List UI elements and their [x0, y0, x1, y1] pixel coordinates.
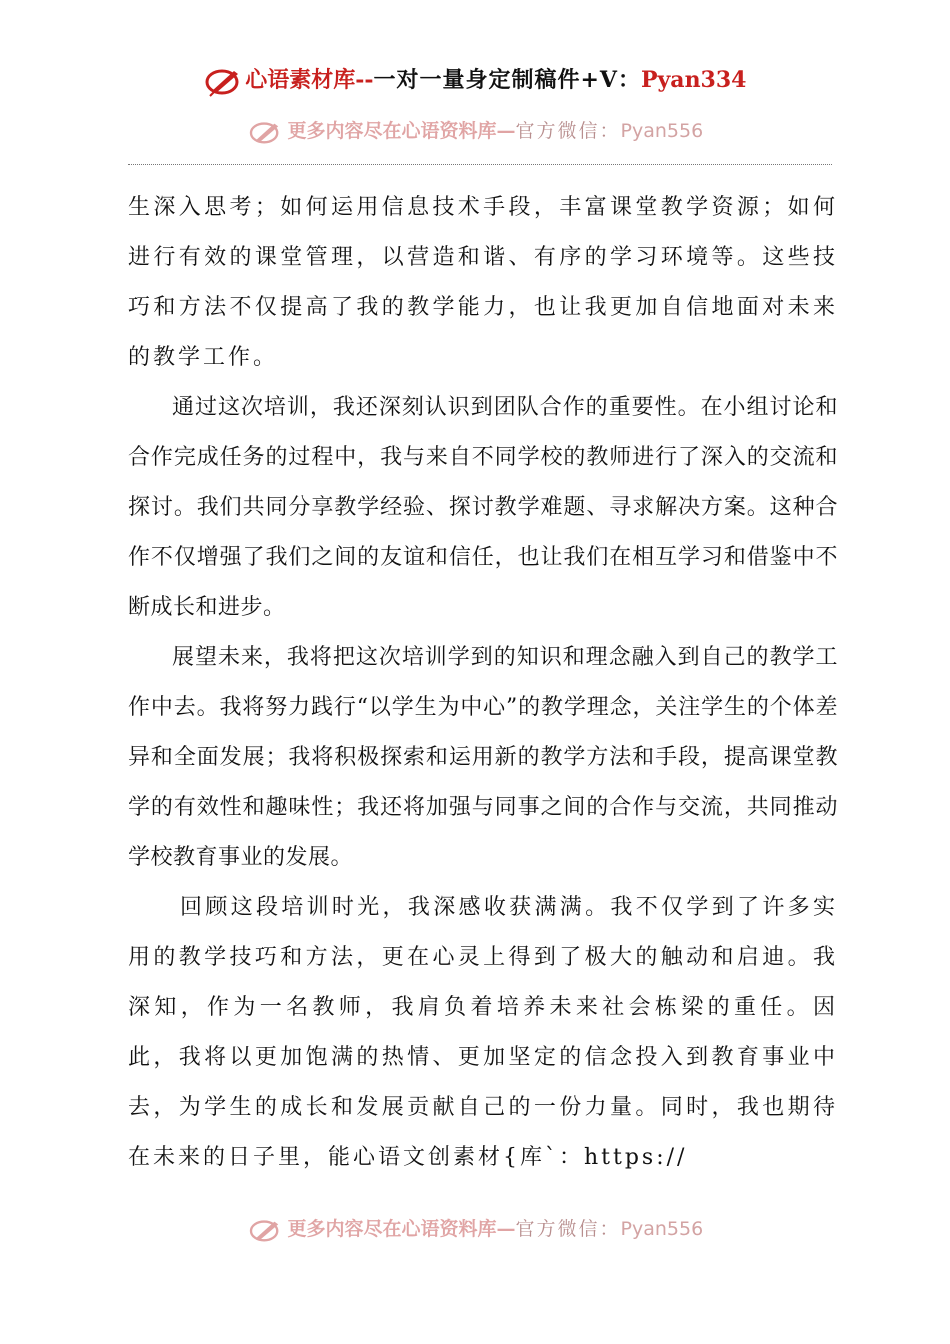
quill-pen-watermark-icon [247, 117, 285, 147]
wechat-label: 官方微信： [515, 120, 621, 142]
footer-watermark-text: 更多内容尽在心语资料库 [287, 1218, 497, 1240]
header-slogan: 一对一量身定制稿件+V： [373, 67, 641, 93]
quill-pen-footer-icon [247, 1215, 285, 1245]
header-divider [128, 164, 832, 165]
watermark-header [0, 114, 950, 148]
paragraph-4: 回顾这段培训时光，我深感收获满满。我不仅学到了许多实用的教学技巧和方法，更在心灵上得到了极大的触动和启迪。我深知，作为一名教师，我肩负着培养未来社会栋梁的重任。因此，我将以更加饱满的热情、更加坚定的信念投入到教育事业中去，为学生的成长和发展贡献自己的一份力量。同时，我也期待在未来的日子里，能心语文创素材{库`：https:// [128, 895, 838, 1170]
quill-pen-logo-icon [204, 65, 244, 97]
watermark-text: 更多内容尽在心语资料库 [287, 120, 497, 142]
wechat-id: Pyan556 [620, 120, 704, 142]
footer-wechat-label: 官方微信： [515, 1218, 621, 1240]
watermark-dash: — [496, 120, 516, 142]
footer-dash: — [496, 1218, 516, 1240]
footer-wechat-id: Pyan556 [620, 1218, 704, 1240]
brand-name: 心语素材库 [245, 67, 356, 93]
paragraph-3: 展望未来，我将把这次培训学到的知识和理念融入到自己的教学工作中去。我将努力践行“以学生为中心”的教学理念，关注学生的个体差异和全面发展；我将积极探索和运用新的教学方法和手段，提高课堂教学的有效性和趣味性；我还将加强与同事之间的合作与交流，共同推动学校教育事业的发展。 [128, 645, 838, 870]
paragraph-1: 生深入思考；如何运用信息技术手段，丰富课堂教学资源；如何进行有效的课堂管理，以营造和谐、有序的学习环境等。这些技巧和方法不仅提高了我的教学能力，也让我更加自信地面对未来的教学工作。 [128, 195, 838, 370]
header-dashes: -- [355, 67, 374, 93]
paragraph-2: 通过这次培训，我还深刻认识到团队合作的重要性。在小组讨论和合作完成任务的过程中，我与来自不同学校的教师进行了深入的交流和探讨。我们共同分享教学经验、探讨教学难题、寻求解决方案。这种合作不仅增强了我们之间的友谊和信任，也让我们在相互学习和借鉴中不断成长和进步。 [128, 395, 838, 620]
header-contact-id: Pyan334 [640, 67, 747, 93]
document-header [0, 62, 950, 98]
watermark-footer [0, 1212, 950, 1246]
document-body [128, 183, 838, 1183]
